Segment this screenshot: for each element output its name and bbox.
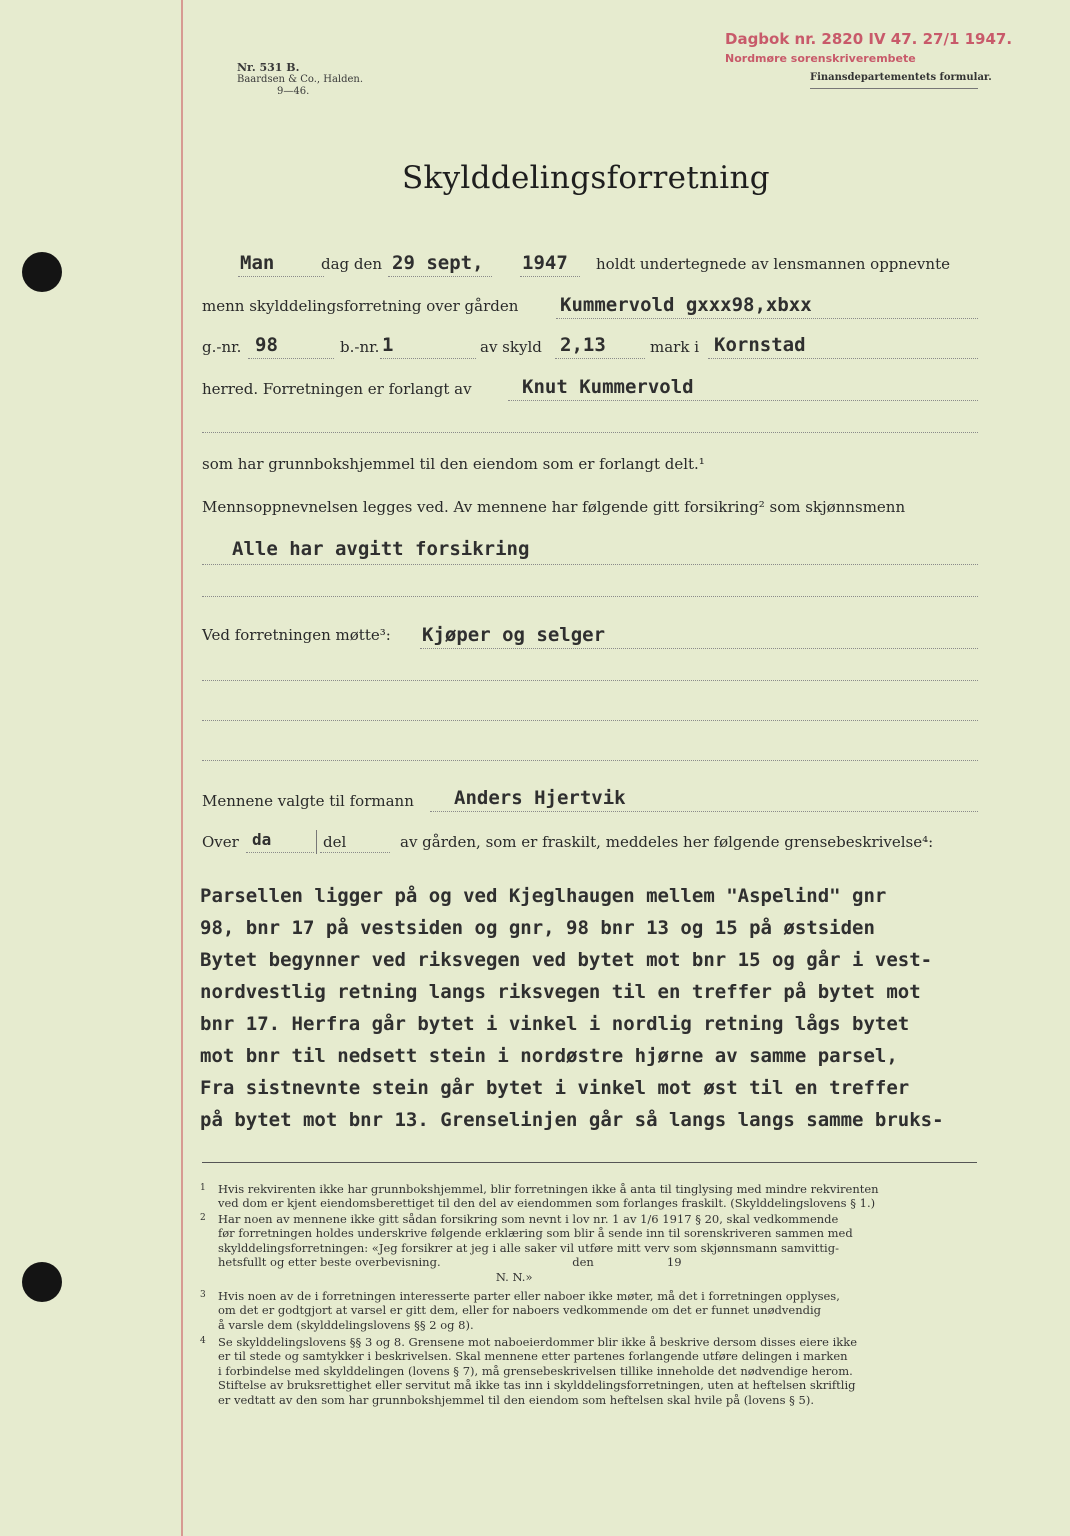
- footnote-number: 3: [200, 1290, 206, 1300]
- description-line: på bytet mot bnr 13. Grenselinjen går så langs langs samme bruks-: [200, 1109, 944, 1131]
- field-gnr: 98: [255, 334, 278, 356]
- ministry-label: Finansdepartementets formular.: [810, 72, 992, 83]
- bracket-del: [316, 830, 317, 854]
- field-attendees: Kjøper og selger: [422, 624, 606, 646]
- footnote-line: Hvis rekvirenten ikke har grunnbokshjemmel, blir forretningen ikke å anta til tinglysing med mindre rekvirenten: [218, 1182, 879, 1196]
- label-herred: herred. Forretningen er forlangt av: [202, 380, 472, 398]
- description-line: Bytet begynner ved riksvegen ved bytet mot bnr 15 og går i vest-: [200, 949, 933, 971]
- form-number: Nr. 531 B.: [237, 61, 300, 74]
- footnote-line: om det er godtgjort at varsel er gitt dem, eller for naboers vedkommende om det er funnet unødvendig: [218, 1303, 821, 1318]
- field-year: 1947: [522, 252, 568, 274]
- dots-attendees: [420, 648, 978, 649]
- description-line: Parsellen ligger på og ved Kjeglhaugen mellem "Aspelind" gnr: [200, 885, 887, 907]
- dots-requester: [508, 400, 978, 401]
- footnote-3: [218, 1289, 840, 1332]
- footnote-line: Stiftelse av bruksrettighet eller servitut må ikke tas inn i skylddelingsforretningen, uten at heftelsen skriftlig: [218, 1378, 856, 1393]
- footnote-line: er til stede og samtykker i beskrivelsen. Skal mennene etter partenes forlangende utføre delingen i marken: [218, 1349, 848, 1364]
- footnote-number: 4: [200, 1336, 206, 1346]
- dots-date: [388, 276, 492, 277]
- dots-chairman: [430, 811, 978, 812]
- footnote-line: ved dom er kjent eiendomsberettiget til den del av eiendommen som forlanges fraskilt. (Skylddelingslovens § 1.): [218, 1196, 876, 1211]
- margin-line: [181, 0, 183, 1536]
- field-skyld: 2,13: [560, 334, 606, 356]
- label-motte: Ved forretningen møtte³:: [202, 626, 391, 644]
- footnote-2: [218, 1212, 853, 1284]
- description-line: Fra sistnevnte stein går bytet i vinkel mot øst til en treffer: [200, 1077, 910, 1099]
- printer-info: [237, 62, 363, 98]
- description-line: mot bnr til nedsett stein i nordøstre hjørne av samme parsel,: [200, 1045, 898, 1067]
- field-requester: Knut Kummervold: [522, 376, 694, 398]
- label-over: Over: [202, 833, 239, 851]
- footnote-line: Har noen av mennene ikke gitt sådan forsikring som nevnt i lov nr. 1 av 1/6 1917 § 20, skal vedkommende: [218, 1212, 839, 1226]
- dots-year: [520, 276, 580, 277]
- dots-skyld: [555, 358, 645, 359]
- dots-farm: [556, 318, 978, 319]
- footnote-number: 1: [200, 1183, 206, 1193]
- dots-blank-1: [202, 432, 978, 433]
- field-over: da: [252, 830, 272, 849]
- footnote-line: før forretningen holdes underskrive følgende erklæring som blir å sende inn til sorenskriveren sammen med: [218, 1226, 853, 1241]
- stamp-dagbok: Dagbok nr. 2820 IV 47. 27/1 1947.: [725, 30, 1013, 48]
- field-forsikring: Alle har avgitt forsikring: [232, 538, 530, 560]
- punch-hole-bottom: [22, 1262, 62, 1302]
- field-weekday: Man: [240, 252, 275, 274]
- footnote-line: i forbindelse med skylddelingen (lovens § 7), må grensebeskrivelsen tillike inneholde det nødvendige herom.: [218, 1363, 853, 1378]
- label-dag-den: dag den: [321, 255, 383, 273]
- dots-gnr: [248, 358, 334, 359]
- footnote-line: skylddelingsforretningen: «Jeg forsikrer at jeg i alle saker vil utføre mitt verv som skjønnsmann samvittig-: [218, 1240, 839, 1255]
- description-line: nordvestlig retning langs riksvegen til en treffer på bytet mot: [200, 981, 921, 1003]
- printer-line-1: Baardsen & Co., Halden.: [237, 74, 364, 85]
- ministry-underline: [810, 88, 978, 89]
- label-gnr: g.-nr.: [202, 338, 242, 356]
- label-intro: holdt undertegnede av lensmannen oppnevnte: [596, 255, 950, 273]
- field-chairman: Anders Hjertvik: [454, 787, 626, 809]
- dots-blank-3: [202, 680, 978, 681]
- footnote-line: N. N.»: [218, 1269, 533, 1284]
- description-line: bnr 17. Herfra går bytet i vinkel i nordlig retning lågs bytet: [200, 1013, 910, 1035]
- dots-blank-4: [202, 720, 978, 721]
- dots-blank-2: [202, 596, 978, 597]
- document-title: Skylddelingsforretning: [402, 160, 770, 196]
- footnote-divider: [202, 1162, 977, 1163]
- text-grunnbok: som har grunnbokshjemmel til den eiendom som er forlangt delt.¹: [202, 455, 705, 473]
- footnote-4: [218, 1335, 857, 1407]
- printer-line-2: 9—46.: [277, 86, 310, 97]
- text-mennsoppnevnelsen: Mennsoppnevnelsen legges ved. Av mennene har følgende gitt forsikring² som skjønnsmenn: [202, 498, 906, 516]
- field-date: 29 sept,: [392, 252, 484, 274]
- label-mark: mark i: [650, 338, 699, 356]
- stamp-office: Nordmøre sorenskriverembete: [725, 52, 916, 65]
- dots-weekday: [238, 276, 324, 277]
- label-menn: menn skylddelingsforretning over gården: [202, 297, 519, 315]
- footnote-line: hetsfullt og etter beste overbevisning. den 19: [218, 1255, 682, 1270]
- field-bnr: 1: [382, 334, 394, 356]
- footnote-line: er vedtatt av den som har grunnbokshjemmel til den eiendom som heftelsen skal hvile på (lovens § 5).: [218, 1392, 815, 1407]
- dots-blank-5: [202, 760, 978, 761]
- dots-municipality: [708, 358, 978, 359]
- field-municipality: Kornstad: [714, 334, 806, 356]
- footnote-line: Hvis noen av de i forretningen interesserte parter eller naboer ikke møter, må det i forretningen opplyses,: [218, 1289, 840, 1303]
- footnote-line: Se skylddelingslovens §§ 3 og 8. Grensene mot naboeierdommer blir ikke å beskrive dersom disses eiere ikke: [218, 1335, 858, 1349]
- field-farm-name: Kummervold gxxx98,xbxx: [560, 294, 812, 316]
- label-skyld: av skyld: [480, 338, 542, 356]
- description-line: 98, bnr 17 på vestsiden og gnr, 98 bnr 13 og 15 på østsiden: [200, 917, 875, 939]
- label-formann: Mennene valgte til formann: [202, 792, 414, 810]
- label-bnr: b.-nr.: [340, 338, 380, 356]
- dots-del: [320, 852, 390, 853]
- dots-bnr: [380, 358, 476, 359]
- punch-hole-top: [22, 252, 62, 292]
- footnote-number: 2: [200, 1213, 206, 1223]
- dots-forsikring: [202, 564, 978, 565]
- footnote-1: [218, 1182, 879, 1211]
- dots-over: [246, 852, 314, 853]
- boundary-description: [200, 880, 944, 1136]
- label-del: del: [323, 833, 347, 851]
- label-grense: av gården, som er fraskilt, meddeles her følgende grensebeskrivelse⁴:: [400, 833, 934, 851]
- footnote-line: å varsle dem (skylddelingslovens §§ 2 og 8).: [218, 1317, 474, 1332]
